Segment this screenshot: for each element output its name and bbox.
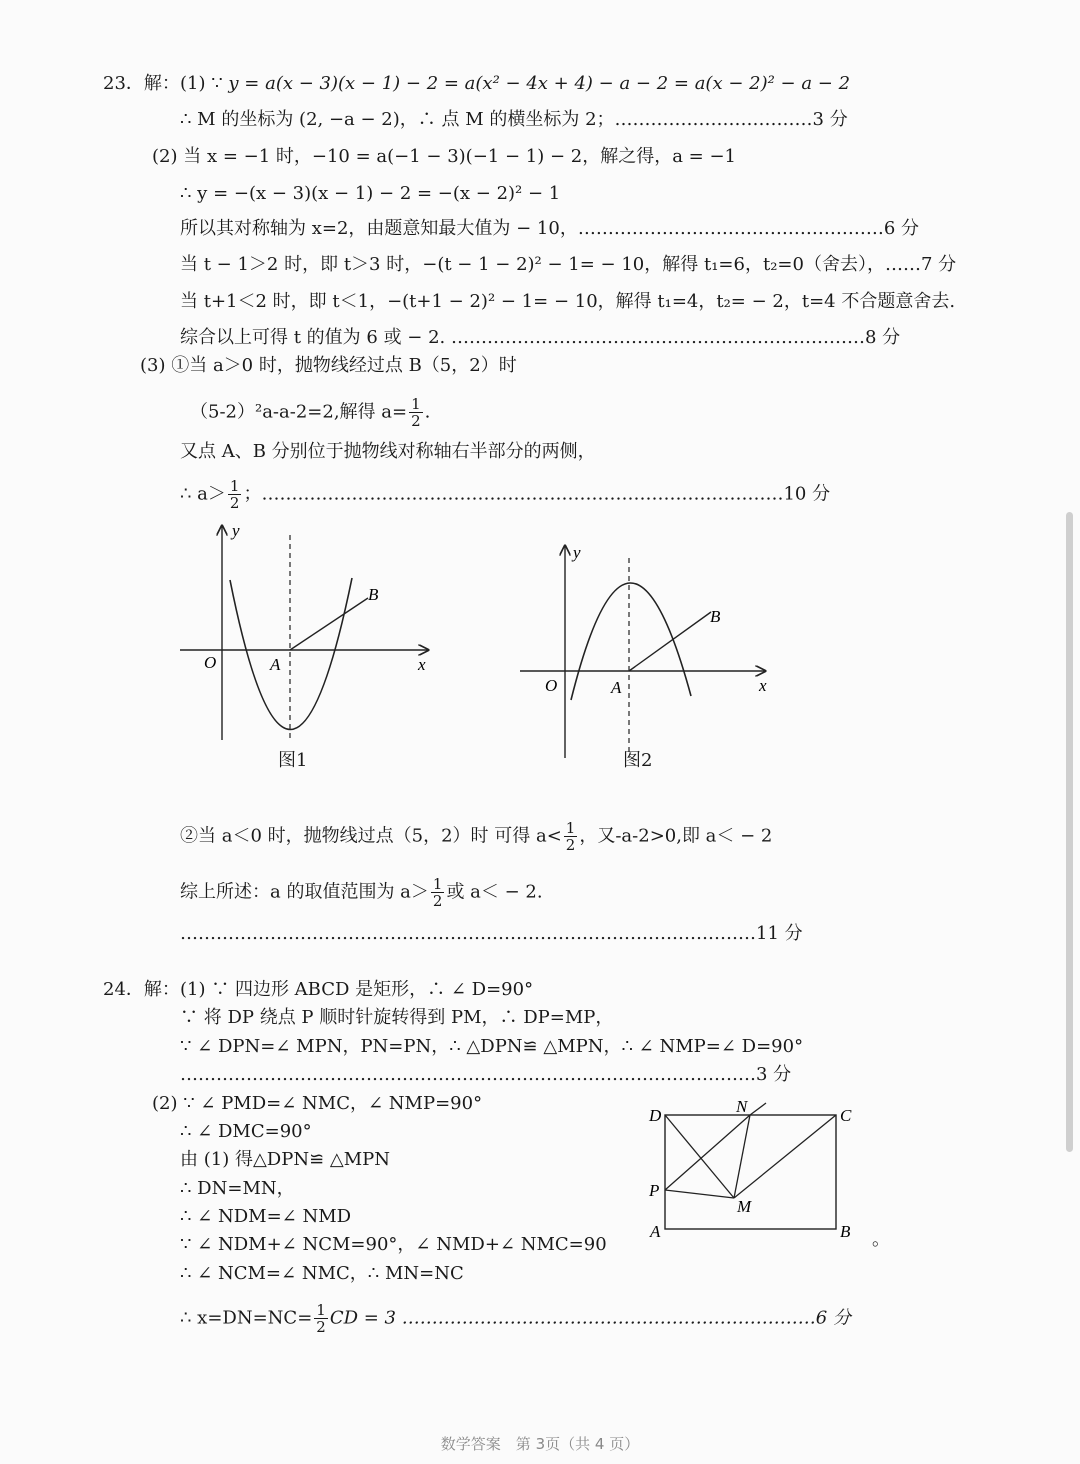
q24-label: 24．解： <box>103 979 180 1000</box>
segment-ab <box>629 612 711 671</box>
q23-part2-line1: (2) 当 x = −1 时，−10 = a(−1 − 3)(−1 − 1) − 2，解之得，a = −1 <box>152 146 736 167</box>
q24-score-3: ……………………………………………………………………………………3 分 <box>180 1064 792 1085</box>
q24-part2-line6: ∵ ∠ NDM+∠ NCM=90°，∠ NMD+∠ NMC=90 <box>180 1234 607 1255</box>
scrollbar-thumb[interactable] <box>1066 512 1073 1152</box>
q24-part2-line3: 由 (1) 得△DPN≌ △MPN <box>180 1149 391 1170</box>
period-mark: 。 <box>872 1229 890 1250</box>
x-label: x <box>418 655 426 674</box>
fraction-numerator: 1 <box>432 875 443 893</box>
origin-label: O <box>545 676 558 695</box>
point-b-label: B <box>368 585 379 604</box>
rectangle-figure <box>640 1095 870 1245</box>
q24-part2-line2: ∴ ∠ DMC=90° <box>180 1121 312 1142</box>
y-label: y <box>232 521 240 540</box>
fraction-denominator: 2 <box>229 494 240 512</box>
q23-part3-sides: 又点 A、B 分别位于抛物线对称轴右半部分的两侧， <box>180 441 596 462</box>
q24-part2-line7: ∴ ∠ NCM=∠ NMC，∴ MN=NC <box>180 1263 464 1284</box>
point-p-label: P <box>649 1181 660 1200</box>
q23-part1-prefix: (1) ∵ <box>180 73 229 94</box>
q24-part2-result <box>180 1302 851 1335</box>
fraction-denominator: 2 <box>432 892 443 910</box>
fraction <box>431 876 445 909</box>
page-footer: 数学答案 第 3页（共 4 页） <box>440 1435 640 1453</box>
q23-case-t-lt1: 当 t+1＜2 时，即 t＜1，−(t+1 − 2)² − 1= − 10，解得 t₁=4，t₂= − 2，t=4 不合题意舍去. <box>180 291 956 312</box>
point-a-label: A <box>611 678 622 697</box>
segment-dm <box>665 1115 734 1198</box>
q24-part1-line2: ∵ 将 DP 绕点 P 顺时针旋转得到 PM，∴ DP=MP， <box>180 1007 614 1028</box>
q23-case-negative-end: ，又-a-2>0,即 a＜ − 2 <box>579 825 773 847</box>
figure-1-caption: 图1 <box>278 750 308 771</box>
q23-case-negative <box>180 820 772 853</box>
fraction-denominator: 2 <box>316 1318 326 1336</box>
q23-part3-solve-text: （5-2）²a-a-2=2,解得 a= <box>190 401 408 423</box>
q23-part3-result-score: ；……………………………………………………………………………10 分 <box>243 483 831 505</box>
q24-part2-line1: (2) ∵ ∠ PMD=∠ NMC，∠ NMP=90° <box>152 1093 483 1114</box>
fraction-numerator: 1 <box>565 819 576 837</box>
fraction-numerator: 1 <box>316 1301 326 1319</box>
segment-n-extension <box>750 1103 766 1115</box>
figure-2-caption: 图2 <box>623 750 653 771</box>
fraction-denominator: 2 <box>565 836 576 854</box>
q23-part1 <box>180 72 850 96</box>
y-label: y <box>573 543 581 562</box>
fraction-numerator: 1 <box>229 477 240 495</box>
segment-mc <box>734 1115 836 1198</box>
q23-part3-solve <box>190 396 430 429</box>
figure-2-graph <box>515 540 785 760</box>
q23-part3-intro: (3) ①当 a＞0 时，抛物线经过点 B（5，2）时 <box>140 355 517 376</box>
q24-part2-line5: ∴ ∠ NDM=∠ NMD <box>180 1206 352 1227</box>
figure-1-graph <box>170 520 440 750</box>
q23-part3-solve-end: . <box>424 401 431 423</box>
parabola-curve <box>230 578 352 730</box>
point-c-label: C <box>840 1106 852 1125</box>
q24-part1-line3: ∵ ∠ DPN=∠ MPN，PN=PN，∴ △DPN≌ △MPN，∴ ∠ NMP=∠ D=90° <box>180 1036 804 1057</box>
x-label: x <box>759 676 767 695</box>
q23-axis-line: 所以其对称轴为 x=2，由题意知最大值为 − 10，……………………………………………6 分 <box>180 218 920 239</box>
q23-t-conclusion: 综合以上可得 t 的值为 6 或 − 2. ……………………………………………………………8 分 <box>180 327 901 348</box>
fraction-denominator: 2 <box>411 412 421 430</box>
fraction <box>228 478 242 511</box>
q23-case-t-gt3: 当 t − 1＞2 时，即 t＞3 时，−(t − 1 − 2)² − 1= − 10，解得 t₁=6，t₂=0（舍去），……7 分 <box>180 254 957 275</box>
fraction <box>409 396 423 429</box>
point-m-label: M <box>737 1197 752 1216</box>
q23-summary <box>180 876 543 909</box>
point-b-label: B <box>840 1222 851 1241</box>
segment-ab <box>290 598 368 650</box>
parabola-curve <box>571 583 691 700</box>
q23-part3-result <box>180 478 830 511</box>
origin-label: O <box>204 653 217 672</box>
q23-summary-text: 综上所述：a 的取值范围为 a＞ <box>180 881 429 903</box>
q23-line-vertex: ∴ M 的坐标为 (2, −a − 2)，∴ 点 M 的横坐标为 2；……………………………3 分 <box>180 109 848 130</box>
q23-case-negative-text: ②当 a＜0 时，抛物线过点（5，2）时 可得 a< <box>180 825 562 847</box>
q23-summary-end: 或 a＜ − 2. <box>446 881 543 903</box>
fraction <box>314 1302 328 1335</box>
q23-score-11: ……………………………………………………………………………………11 分 <box>180 923 803 944</box>
point-a-label: A <box>270 655 281 674</box>
q23-part3-result-text: ∴ a＞ <box>180 483 226 505</box>
point-d-label: D <box>649 1106 662 1125</box>
q24-part2-line4: ∴ DN=MN， <box>180 1178 295 1199</box>
segment-pm <box>665 1190 734 1198</box>
fraction-numerator: 1 <box>411 395 421 413</box>
q24-part1-line1: (1) ∵ 四边形 ABCD 是矩形，∴ ∠ D=90° <box>180 979 534 1000</box>
q23-part1-equation: y = a(x − 3)(x − 1) − 2 = a(x² − 4x + 4) − a − 2 = a(x − 2)² − a − 2 <box>228 73 851 94</box>
q24-part2-result-text: ∴ x=DN=NC= <box>180 1307 313 1329</box>
point-b-label: B <box>710 607 721 626</box>
fraction <box>564 820 578 853</box>
q24-part2-result-end: CD = 3 ……………………………………………………………6 分 <box>329 1307 851 1329</box>
point-n-label: N <box>736 1097 748 1116</box>
point-a-label: A <box>650 1222 661 1241</box>
q23-label: 23．解： <box>103 73 180 94</box>
q23-part2-line2: ∴ y = −(x − 3)(x − 1) − 2 = −(x − 2)² − 1 <box>180 183 561 204</box>
